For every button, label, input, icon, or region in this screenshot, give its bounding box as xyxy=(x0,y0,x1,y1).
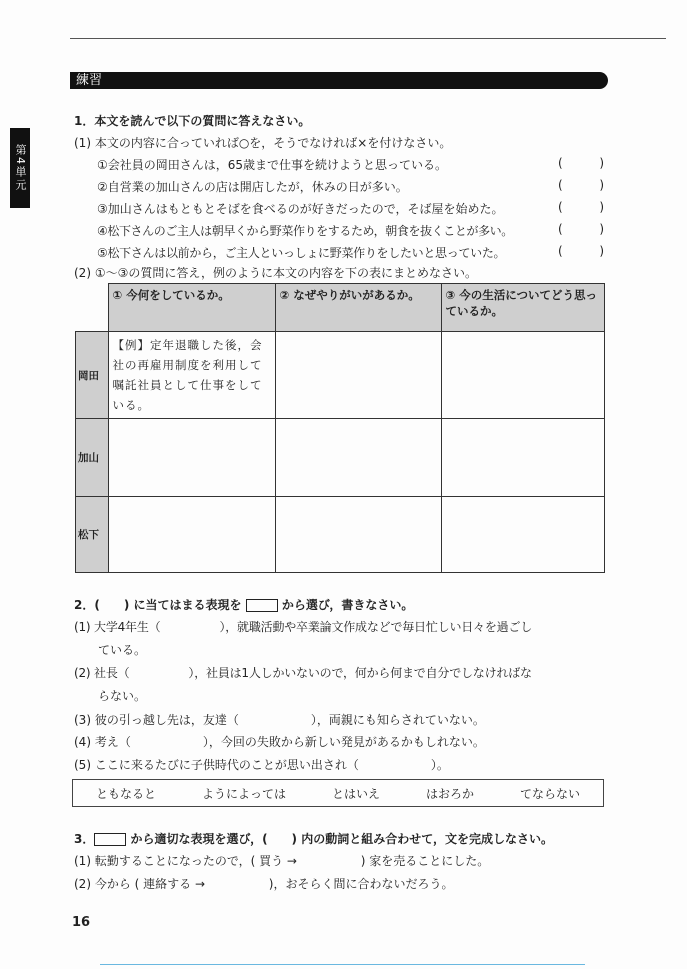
answer-cell[interactable] xyxy=(275,497,441,573)
row-label: 加山 xyxy=(76,419,109,497)
row-label: 岡田 xyxy=(76,332,109,419)
top-rule xyxy=(70,38,666,39)
q3-item: (2) 今から ( 連絡する → )，おそらく間に合わないだろう。 xyxy=(74,877,454,891)
bottom-line xyxy=(100,964,585,965)
col-header: ① 今何をしているか。 xyxy=(108,284,275,332)
answer-blank[interactable]: ( ) xyxy=(558,156,604,170)
choice: てならない xyxy=(519,786,580,801)
q2-item: (2) 社長（ ），社員は1人しかいないので，何から何まで自分でしなければな xyxy=(74,666,532,680)
choice: ようによっては xyxy=(201,786,286,801)
page-number: 16 xyxy=(72,915,91,930)
statement: ②自営業の加山さんの店は開店したが，休みの日が多い。 xyxy=(97,180,408,194)
answer-cell[interactable] xyxy=(108,419,275,497)
answer-blank[interactable]: ( ) xyxy=(558,178,604,192)
example-cell: 【例】定年退職した後，会社の再雇用制度を利用して嘱託社員として仕事をしている。 xyxy=(108,332,275,419)
q3-item: (1) 転勤することになったので，( 買う → ) 家を売ることにした。 xyxy=(74,854,490,868)
q1-heading: 1．本文を読んで以下の質問に答えなさい。 xyxy=(74,114,311,128)
statement: ③加山さんはもともとそばを食べるのが好きだったので，そば屋を始めた。 xyxy=(97,202,504,216)
statement: ④松下さんのご主人は朝早くから野菜作りをするため，朝食を抜くことが多い。 xyxy=(97,224,513,238)
answer-blank[interactable]: ( ) xyxy=(558,222,604,236)
q1-sub1: (1) 本文の内容に合っていれば○を，そうでなければ×を付けなさい。 xyxy=(74,136,452,150)
col-header: ③ 今の生活についてどう思っているか。 xyxy=(441,284,605,332)
q2-item: (5) ここに来るたびに子供時代のことが思い出され（ ）。 xyxy=(74,758,449,772)
row-label: 松下 xyxy=(76,497,109,573)
choice-box xyxy=(72,779,604,807)
statement: ⑤松下さんは以前から，ご主人といっしょに野菜作りをしたいと思っていた。 xyxy=(97,246,506,260)
answer-blank[interactable]: ( ) xyxy=(558,200,604,214)
q2-item: ている。 xyxy=(74,643,147,657)
q2-heading: 2．( ) に当てはまる表現を から選び，書きなさい。 xyxy=(74,598,414,612)
section-title: 練習 xyxy=(76,73,103,88)
answer-cell[interactable] xyxy=(108,497,275,573)
choice: はおろか xyxy=(425,786,474,801)
q2-item: (3) 彼の引っ越し先は，友達（ ），両親にも知らされていない。 xyxy=(74,713,485,727)
answer-cell[interactable] xyxy=(275,332,441,419)
answer-blank[interactable]: ( ) xyxy=(558,244,604,258)
unit-side-tab: 第4単元 xyxy=(10,128,30,208)
summary-table xyxy=(75,283,605,573)
q1-sub2: (2) ①～③の質問に答え，例のように本文の内容を下の表にまとめなさい。 xyxy=(74,266,478,280)
answer-cell[interactable] xyxy=(441,419,605,497)
answer-cell[interactable] xyxy=(275,419,441,497)
q2-item: (4) 考え（ ），今回の失敗から新しい発見があるかもしれない。 xyxy=(74,735,485,749)
q2-item: らない。 xyxy=(74,689,147,703)
answer-cell[interactable] xyxy=(441,497,605,573)
section-title-bar xyxy=(70,72,608,89)
choice: とはいえ xyxy=(331,786,380,801)
col-header: ② なぜやりがいがあるか。 xyxy=(275,284,441,332)
q3-heading: 3． から適切な表現を選び，( ) 内の動詞と組み合わせて，文を完成しなさい。 xyxy=(74,832,553,846)
q2-item: (1) 大学4年生（ ），就職活動や卒業論文作成などで毎日忙しい日々を過ごし xyxy=(74,620,533,634)
answer-cell[interactable] xyxy=(441,332,605,419)
statement: ①会社員の岡田さんは，65歳まで仕事を続けようと思っている。 xyxy=(97,158,448,172)
choice: ともなると xyxy=(95,786,156,801)
